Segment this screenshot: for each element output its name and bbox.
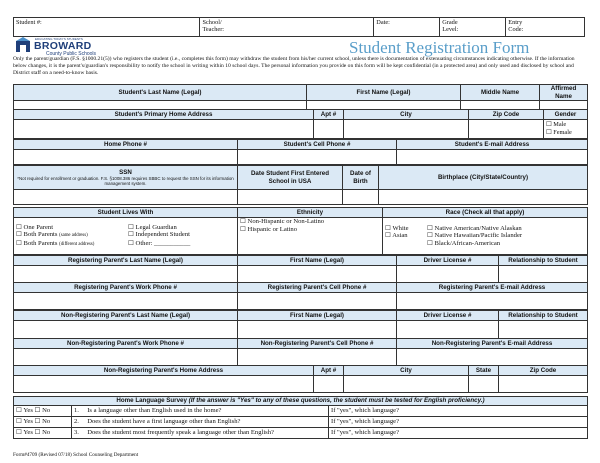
race-black-checkbox[interactable]: ☐ Black/African-American xyxy=(427,239,501,247)
survey-note: (If the answer is "Yes" to any of these questions, the student must be tested for English proficiency.) xyxy=(188,397,485,405)
apt-input[interactable] xyxy=(314,120,344,139)
student-number-field[interactable]: Student #: xyxy=(14,18,200,37)
student-contact-table xyxy=(13,139,588,165)
nonreg-city-input[interactable] xyxy=(344,376,469,393)
demographics-table xyxy=(13,207,588,255)
reg-parent-cell-label: Registering Parent's Cell Phone # xyxy=(238,283,397,293)
non-registering-parent-table xyxy=(13,310,588,339)
student-email-label: Student's E-mail Address xyxy=(397,140,588,150)
city-input[interactable] xyxy=(344,120,469,139)
ssn-note: *Not required for enrollment or graduation. F.S. §1008.386 requires SBBC to request the SSN for its information management system. xyxy=(17,176,234,187)
lives-legal-guardian-checkbox[interactable]: ☐ Legal Guardian xyxy=(128,223,177,231)
dob-label: Date of Birth xyxy=(343,166,379,190)
nonreg-parent-cell-input[interactable] xyxy=(238,349,397,366)
registering-parent-contact-table xyxy=(13,282,588,310)
student-cell-label: Student's Cell Phone # xyxy=(238,140,397,150)
ssn-input[interactable] xyxy=(14,190,238,205)
reg-parent-first-input[interactable] xyxy=(238,266,397,283)
race-hawaiian-checkbox[interactable]: ☐ Native Hawaiian/Pacific Islander xyxy=(427,232,523,240)
nonreg-apt-label: Apt # xyxy=(314,366,344,376)
home-phone-input[interactable] xyxy=(14,150,238,165)
race-native-american-checkbox[interactable]: ☐ Native American/Native Alaskan xyxy=(427,224,522,232)
school-teacher-field[interactable]: School/ Teacher: xyxy=(200,18,374,37)
disclaimer-text: Only the parent/guardian (F.S. §1000.21(5)) who registers the student (i.e., completes this form) may withdraw the student from his/her current school, unless there is documentation of extenuating circumstances indicating otherwise. If the information below changes, it is the parent's/guardian's responsibility to notify the school in writing within 10 school days. The personal information you provide on this form will be kept confidential (in a protected area) and only used and disclosed by school and District staff on a need-to-know basis. xyxy=(13,56,575,77)
q2-yes-no-checkbox[interactable]: ☐ Yes ☐ No xyxy=(14,417,72,428)
reg-parent-last-label: Registering Parent's Last Name (Legal) xyxy=(14,256,238,266)
survey-title: Home Language Survey xyxy=(116,397,187,405)
q2-language-input[interactable]: If "yes", which language? xyxy=(329,417,588,428)
nonreg-parent-first-label: First Name (Legal) xyxy=(238,311,397,321)
reg-parent-last-input[interactable] xyxy=(14,266,238,283)
zip-input[interactable] xyxy=(469,120,544,139)
zip-label: Zip Code xyxy=(469,110,544,120)
apt-label: Apt # xyxy=(314,110,344,120)
date-entered-input[interactable] xyxy=(238,190,343,205)
nonreg-parent-work-input[interactable] xyxy=(14,349,238,366)
nonreg-address-label: Non-Registering Parent's Home Address xyxy=(14,366,314,376)
dob-input[interactable] xyxy=(343,190,379,205)
q1-language-input[interactable]: If "yes", which language? xyxy=(329,406,588,417)
q1-yes-no-checkbox[interactable]: ☐ Yes ☐ No xyxy=(14,406,72,417)
nonreg-parent-last-input[interactable] xyxy=(14,321,238,339)
ssn-label: SSN xyxy=(119,168,132,176)
broward-logo xyxy=(14,37,114,58)
non-registering-parent-contact-table xyxy=(13,338,588,366)
home-phone-label: Home Phone # xyxy=(14,140,238,150)
lives-both-parents-same-checkbox[interactable]: ☐ Both Parents (same address) xyxy=(16,231,88,239)
lives-one-parent-checkbox[interactable]: ☐ One Parent xyxy=(16,223,54,231)
q2-question: 2. Does the student have a first language other than English? xyxy=(72,417,329,428)
nonreg-address-input[interactable] xyxy=(14,376,314,393)
reg-parent-rel-input[interactable] xyxy=(499,266,588,283)
nonreg-city-label: City xyxy=(344,366,469,376)
lives-both-parents-diff-checkbox[interactable]: ☐ Both Parents (different address) xyxy=(16,239,95,247)
logo-tagline: EDUCATING TODAY'S STUDENTS xyxy=(35,37,83,41)
reg-parent-email-label: Registering Parent's E-mail Address xyxy=(397,283,588,293)
lives-independent-checkbox[interactable]: ☐ Independent Student xyxy=(128,231,190,239)
form-footer: Form#4709 (Revised 07/18) School Counseling Department xyxy=(13,452,139,458)
student-address-table xyxy=(13,109,588,139)
q3-language-input[interactable]: If "yes", which language? xyxy=(329,428,588,439)
non-registering-address-table xyxy=(13,365,588,393)
nonreg-parent-cell-label: Non-Registering Parent's Cell Phone # xyxy=(238,339,397,349)
nonreg-state-label: State xyxy=(469,366,499,376)
ethnicity-hispanic-checkbox[interactable]: ☐ Hispanic or Latino xyxy=(240,225,297,233)
logo-sub: County Public Schools xyxy=(46,51,97,57)
page-title: Student Registration Form xyxy=(349,38,530,57)
nonreg-parent-dl-input[interactable] xyxy=(397,321,499,339)
race-label: Race (Check all that apply) xyxy=(383,208,588,218)
birthplace-input[interactable] xyxy=(379,190,588,205)
race-asian-checkbox[interactable]: ☐ Asian xyxy=(385,232,408,240)
middle-name-label: Middle Name xyxy=(461,85,540,101)
grade-level-field[interactable]: Grade Level: xyxy=(440,18,506,37)
survey-header xyxy=(14,397,588,406)
gender-label: Gender xyxy=(544,110,588,120)
q3-question: 3. Does the student most frequently speak a language other than English? xyxy=(72,428,329,439)
reg-parent-dl-label: Driver License # xyxy=(397,256,499,266)
nonreg-parent-dl-label: Driver License # xyxy=(397,311,499,321)
date-field[interactable]: Date: xyxy=(374,18,440,37)
nonreg-parent-email-input[interactable] xyxy=(397,349,588,366)
reg-parent-cell-input[interactable] xyxy=(238,293,397,310)
reg-parent-email-input[interactable] xyxy=(397,293,588,310)
date-entered-label: Date Student First Entered School in USA xyxy=(238,166,343,190)
ethnicity-label: Ethnicity xyxy=(238,208,383,218)
q3-yes-no-checkbox[interactable]: ☐ Yes ☐ No xyxy=(14,428,72,439)
top-info-strip xyxy=(13,17,585,37)
gender-male-checkbox[interactable]: ☐ Male xyxy=(546,121,567,128)
nonreg-parent-first-input[interactable] xyxy=(238,321,397,339)
affirmed-name-label: Affirmed Name xyxy=(540,85,588,101)
nonreg-parent-work-label: Non-Registering Parent's Work Phone # xyxy=(14,339,238,349)
nonreg-parent-rel-label: Relationship to Student xyxy=(499,311,588,321)
nonreg-zip-label: Zip Code xyxy=(499,366,588,376)
birthplace-label: Birthplace (City/State/Country) xyxy=(379,166,588,190)
nonreg-zip-input[interactable] xyxy=(499,376,588,393)
nonreg-state-input[interactable] xyxy=(469,376,499,393)
race-white-checkbox[interactable]: ☐ White xyxy=(385,224,409,232)
nonreg-parent-email-label: Non-Registering Parent's E-mail Address xyxy=(397,339,588,349)
city-label: City xyxy=(344,110,469,120)
ethnicity-non-hispanic-checkbox[interactable]: ☐ Non-Hispanic or Non-Latino xyxy=(240,218,325,225)
nonreg-apt-input[interactable] xyxy=(314,376,344,393)
student-id-table xyxy=(13,165,588,205)
nonreg-parent-rel-input[interactable] xyxy=(499,321,588,339)
lives-other-checkbox[interactable]: ☐ Other: ___________ xyxy=(128,239,191,247)
reg-parent-work-label: Registering Parent's Work Phone # xyxy=(14,283,238,293)
reg-parent-first-label: First Name (Legal) xyxy=(238,256,397,266)
student-last-name-label: Student's Last Name (Legal) xyxy=(14,85,307,101)
gender-female-checkbox[interactable]: ☐ Female xyxy=(546,129,572,136)
registering-parent-table xyxy=(13,255,588,283)
reg-parent-work-input[interactable] xyxy=(14,293,238,310)
nonreg-parent-last-label: Non-Registering Parent's Last Name (Legal) xyxy=(14,311,238,321)
student-first-name-label: First Name (Legal) xyxy=(307,85,461,101)
student-cell-input[interactable] xyxy=(238,150,397,165)
student-email-input[interactable] xyxy=(397,150,588,165)
reg-parent-dl-input[interactable] xyxy=(397,266,499,283)
entry-code-field[interactable]: Entry Code: xyxy=(506,18,585,37)
student-address-input[interactable] xyxy=(14,120,314,139)
reg-parent-rel-label: Relationship to Student xyxy=(499,256,588,266)
home-language-survey xyxy=(13,396,588,439)
lives-with-label: Student Lives With xyxy=(14,208,238,218)
logo-brand: BROWARD xyxy=(34,40,92,52)
student-address-label: Student's Primary Home Address xyxy=(14,110,314,120)
q1-question: 1. Is a language other than English used in the home? xyxy=(72,406,329,417)
